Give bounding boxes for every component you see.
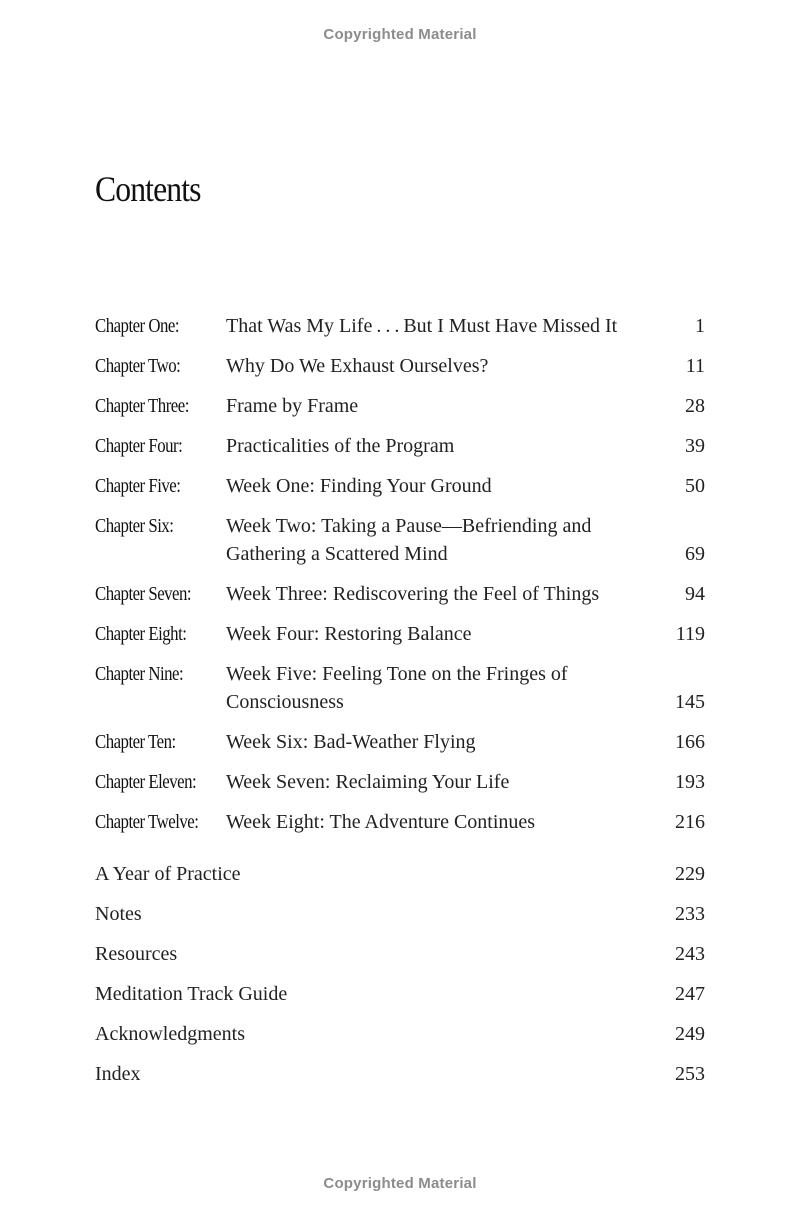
toc-entry-backmatter	[95, 980, 705, 1008]
chapter-title	[226, 808, 657, 836]
toc-entry-chapter	[95, 728, 705, 756]
page-number: 11	[685, 355, 705, 377]
chapter-title	[226, 432, 657, 460]
page-number: 50	[685, 475, 705, 497]
chapter-title-line: Week One: Finding Your Ground	[226, 475, 492, 497]
chapter-title	[226, 512, 657, 568]
toc-entry-backmatter	[95, 1020, 705, 1048]
page-number: 247	[675, 983, 705, 1005]
chapter-title-line: Week Four: Restoring Balance	[226, 623, 472, 645]
chapter-label: Chapter Eleven:	[95, 771, 197, 793]
chapter-label: Chapter Twelve:	[95, 811, 199, 833]
chapter-label: Chapter Nine:	[95, 663, 184, 685]
toc-entry-chapter	[95, 312, 705, 340]
toc-entry-chapter	[95, 512, 705, 568]
chapter-title	[226, 580, 657, 608]
backmatter-title: Resources	[95, 943, 178, 965]
chapter-title-line: Practicalities of the Program	[226, 435, 455, 457]
page-number: 193	[675, 771, 705, 793]
chapter-label: Chapter One:	[95, 315, 179, 337]
chapter-title-line: Week Eight: The Adventure Continues	[226, 811, 536, 833]
chapter-list	[95, 312, 705, 836]
page-number: 233	[675, 903, 705, 925]
chapter-title-line: Why Do We Exhaust Ourselves?	[226, 355, 489, 377]
chapter-title	[226, 768, 657, 796]
table-of-contents	[95, 312, 705, 1100]
backmatter-title: Meditation Track Guide	[95, 983, 288, 1005]
chapter-title	[226, 472, 657, 500]
toc-entry-backmatter	[95, 900, 705, 928]
backmatter-title: A Year of Practice	[95, 863, 241, 885]
chapter-title-line: Gathering a Scattered Mind	[226, 543, 448, 565]
chapter-title-line: Week Five: Feeling Tone on the Fringes of	[226, 663, 568, 685]
chapter-label: Chapter Seven:	[95, 583, 192, 605]
page-number: 39	[685, 435, 705, 457]
page-number: 119	[675, 623, 705, 645]
page-number: 216	[675, 811, 705, 833]
toc-entry-chapter	[95, 620, 705, 648]
backmatter-list	[95, 860, 705, 1088]
chapter-title-line: Week Six: Bad-Weather Flying	[226, 731, 476, 753]
page-number: 1	[695, 315, 705, 337]
chapter-title	[226, 620, 657, 648]
chapter-title-line: Week Seven: Reclaiming Your Life	[226, 771, 510, 793]
chapter-label: Chapter Ten:	[95, 731, 176, 753]
toc-entry-chapter	[95, 660, 705, 716]
chapter-title-line: Week Two: Taking a Pause—Befriending and	[226, 515, 592, 537]
toc-entry-chapter	[95, 808, 705, 836]
page-title: Contents	[95, 169, 201, 209]
page-number: 94	[685, 583, 705, 605]
chapter-label: Chapter Four:	[95, 435, 183, 457]
chapter-label: Chapter Five:	[95, 475, 181, 497]
page-number: 249	[675, 1023, 705, 1045]
backmatter-title: Index	[95, 1063, 141, 1085]
toc-entry-chapter	[95, 432, 705, 460]
page-number: 145	[675, 691, 705, 713]
backmatter-title: Notes	[95, 903, 142, 925]
chapter-title-line: Consciousness	[226, 691, 344, 713]
copyright-watermark-bottom: Copyrighted Material	[323, 1175, 477, 1192]
toc-entry-chapter	[95, 392, 705, 420]
chapter-title-line: Frame by Frame	[226, 395, 359, 417]
toc-entry-backmatter	[95, 860, 705, 888]
chapter-label: Chapter Eight:	[95, 623, 187, 645]
toc-entry-chapter	[95, 472, 705, 500]
chapter-title	[226, 352, 657, 380]
toc-entry-chapter	[95, 768, 705, 796]
backmatter-title: Acknowledgments	[95, 1023, 245, 1045]
page-number: 253	[675, 1063, 705, 1085]
chapter-label: Chapter Six:	[95, 515, 174, 537]
chapter-title	[226, 728, 657, 756]
chapter-title-line: Week Three: Rediscovering the Feel of Things	[226, 583, 600, 605]
page-number: 229	[675, 863, 705, 885]
chapter-title-line: That Was My Life . . . But I Must Have Missed It	[226, 315, 618, 337]
chapter-title	[226, 392, 657, 420]
toc-entry-chapter	[95, 580, 705, 608]
page-number: 28	[685, 395, 705, 417]
page-number: 69	[685, 543, 705, 565]
page-number: 243	[675, 943, 705, 965]
toc-entry-backmatter	[95, 940, 705, 968]
chapter-label: Chapter Two:	[95, 355, 181, 377]
copyright-watermark-top: Copyrighted Material	[323, 26, 477, 43]
toc-entry-chapter	[95, 352, 705, 380]
chapter-label: Chapter Three:	[95, 395, 189, 417]
chapter-title	[226, 312, 657, 340]
chapter-title	[226, 660, 657, 716]
toc-entry-backmatter	[95, 1060, 705, 1088]
page-number: 166	[675, 731, 705, 753]
